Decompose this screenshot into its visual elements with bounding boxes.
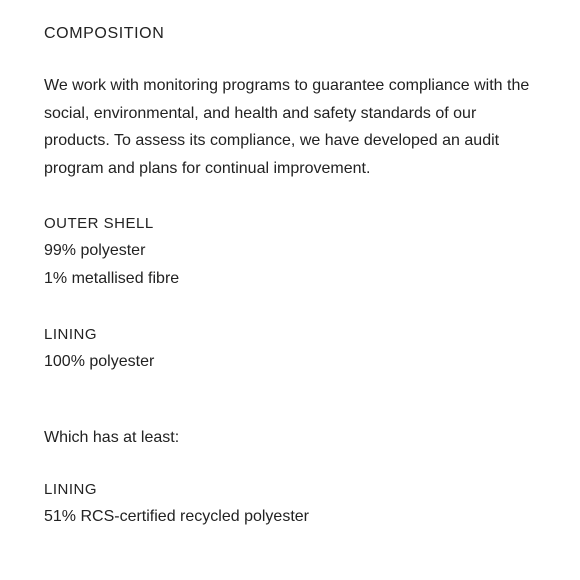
composition-intro: We work with monitoring programs to guarantee compliance with the social, environmental, and health and safety standards of our products. To assess its compliance, we have developed an audit program and plans for continual improvement. (44, 77, 530, 177)
outer-shell-material: 1% metallised fibre (44, 270, 180, 287)
minimum-content-note: Which has at least: (44, 429, 180, 446)
outer-shell-section (44, 210, 560, 293)
lining-section (44, 321, 560, 376)
outer-shell-material: 99% polyester (44, 242, 146, 259)
lining-material: 100% polyester (44, 353, 155, 370)
lining-label: LINING (44, 326, 98, 343)
composition-title: COMPOSITION (44, 25, 165, 42)
recycled-lining-label: LINING (44, 481, 98, 498)
outer-shell-label: OUTER SHELL (44, 215, 154, 232)
recycled-lining-section (44, 476, 560, 531)
recycled-lining-material: 51% RCS-certified recycled polyester (44, 508, 309, 525)
